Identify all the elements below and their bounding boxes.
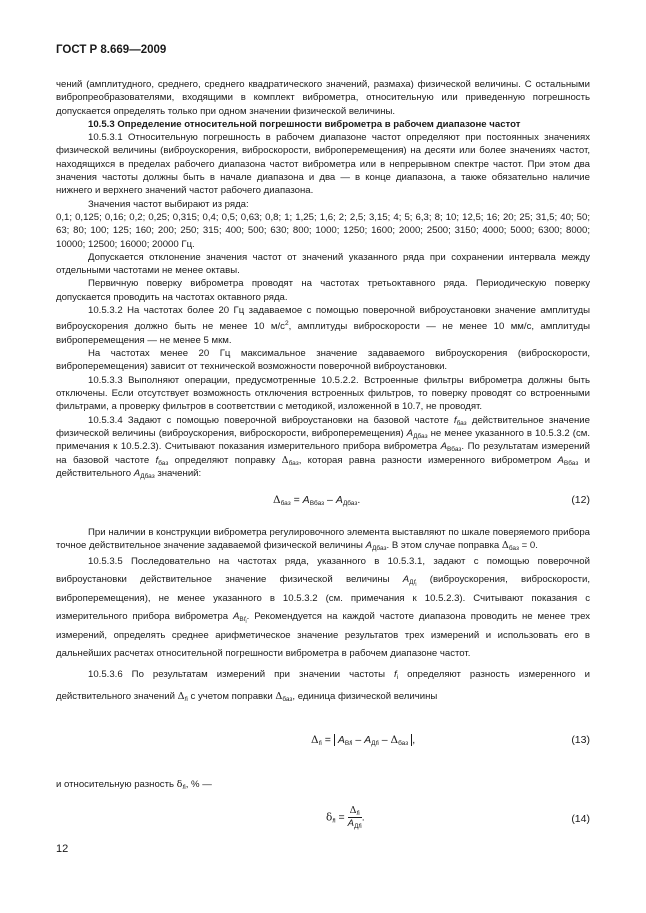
document-header: ГОСТ Р 8.669—2009 <box>56 44 167 56</box>
paragraph: 10.5.3.5 Последовательно на частотах ряда, указанного в 10.5.3.1, задают с помощью поверочной виброустановки действительное значение физической величины $A_{Дf_i}$ (виброускорения, виброскорости, виброперемещения), не менее указанного в 10.5.3.2 (см. примечания к 10.5.2.3). Считывают показания с измерительного прибора виброметра $A_{Вf_i}$. Рекомендуется на каждой частоте диапазона проводить не менее трех измерений, определять среднее арифметическое значение результатов трех измерений и использовать его в дальнейших расчетах относительной погрешности виброметра в рабочем диапазоне частот. <box>56 555 590 660</box>
equation-13: $\Delta_{fi} = A_{Вfi} - A_{Дfi} - \Delta_{баз}$ , (13) <box>311 733 590 747</box>
paragraph: При наличии в конструкции виброметра регулировочного элемента выставляют по шкале поверяемого прибора точное действительное значение задаваемой физической величины $A_{Дбаз}$. В этом случае поправка $\Delta_{баз} = 0$. <box>56 527 590 553</box>
paragraph: 10.5.3.3 Выполняют операции, предусмотренные 10.5.2.2. Встроенные фильтры виброметра должны быть отключены. Если отсутствует возможность отключения встроенных фильтров, то поверку проводят со встроенными фильтрами, а проверку фильтров в соответствии с методикой, изложенной в 10.7, не проводят. <box>56 374 590 413</box>
paragraph: Значения частот выбирают из ряда: <box>88 198 249 210</box>
equation-number: (12) <box>571 494 590 507</box>
equation-number: (14) <box>571 812 590 825</box>
paragraph: На частотах менее 20 Гц максимальное значение задаваемого виброускорения (виброскорости, виброперемещения) зависит от технической возможности поверочной виброустановки. <box>56 348 590 373</box>
page-number: 12 <box>56 843 69 855</box>
section-heading: 10.5.3 Определение относительной погрешности виброметра в рабочем диапазоне частот <box>88 118 521 130</box>
paragraph: 10.5.3.4 Задают с помощью поверочной виброустановки на базовой частоте $f_{баз}$ действительное значение физической величины (виброускорения, виброскорости, виброперемещения) $A_{Дбаз}$ не менее указанного в 10.5.3.2 (см. примечания к 10.5.2.3). Считывают показания измерительного прибора виброметра $A_{Вбаз}$. По результатам измерений на базовой частоте $f_{баз}$ определяют поправку $\Delta_{баз}$, которая равна разности измеренного виброметром $A_{Вбаз}$ и действительного $A_{Дбаз}$ значений: <box>56 414 591 480</box>
paragraph: Первичную поверку виброметра проводят на частотах третьоктавного ряда. Периодическую поверку допускается проводить на частотах октавного ряда. <box>56 278 590 303</box>
document-page <box>56 44 590 835</box>
equation-12: $\Delta_{баз} = A_{Вбаз} - A_{Дбаз}$. (12) <box>273 494 590 508</box>
paragraph: 10.5.3.2 На частотах более 20 Гц задаваемое с помощью поверочной виброустановки значение амплитуды виброускорения должно быть не менее 10 $м/с^2$, амплитуды виброскорости — не менее 10 мм/с, амплитуды виброперемещения — не менее 5 мкм. <box>56 305 590 346</box>
paragraph: 10.5.3.6 По результатам измерений при значении частоты $f_i$ определяют разность измеренного и действительного значений $\Delta_{fi}$ с учетом поправки $\Delta_{баз}$, единица физической величины <box>56 668 590 703</box>
paragraph: и относительную разность $\delta_{fi}$, % — <box>56 778 212 791</box>
document-body <box>56 78 590 835</box>
frequency-series: 0,1; 0,125; 0,16; 0,2; 0,25; 0,315; 0,4; 0,5; 0,63; 0,8; 1; 1,25; 1,6; 2; 2,5; 3,15; 4; 5; 6,3; 8; 10; 12,5; 16; 20; 25; 31,5; 40; 50; 63; 80; 100; 125; 160; 200; 250; 315; 400; 500; 630; 800; 1000; 1250; 1600; 2000; 2500; 3150; 4000; 5000; 6300; 8000; 10000; 12500; 16000; 20000 Гц. <box>56 211 590 250</box>
equation-number: (13) <box>571 733 590 746</box>
paragraph: чений (амплитудного, среднего, среднего квадратического значений, размаха) физической величины. С остальными вибропреобразователями, входящими в комплект виброметра, относительную или приведенную погрешность допускается определять только при одном значении физической величины. <box>56 79 590 117</box>
paragraph: Допускается отклонение значения частот от значений указанного ряда при сохранении интервала между отдельными частотами не менее октавы. <box>56 251 590 277</box>
equation-14: $\delta_{fi}$ = $\frac{\Delta_{fi}}{A_{Дfi}}$ . (14) <box>326 804 590 830</box>
paragraph: 10.5.3.1 Относительную погрешность в рабочем диапазоне частот определяют при постоянных значениях физической величины (виброускорения, виброскорости, виброперемещения) на десяти или более значениях частот, находящихся в пределах рабочего диапазона частот виброметра или в непрерывном спектре частот. При этом два значения частоты должны быть в начале диапазона и два — в конце диапазона, а также обязательно наличие нижнего и верхнего значений частот рабочего диапазона. <box>56 132 590 197</box>
